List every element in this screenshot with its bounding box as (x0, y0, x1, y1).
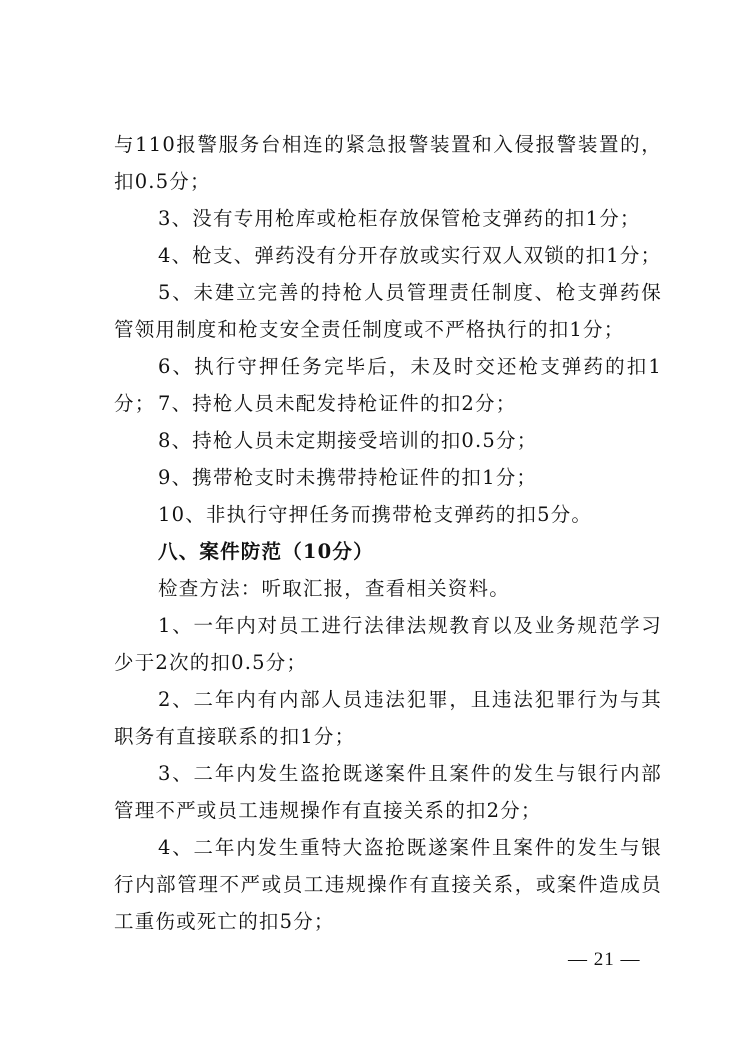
paragraph-alarm-continuation: 与110报警服务台相连的紧急报警装置和入侵报警装置的，扣0.5分； (114, 133, 662, 193)
paragraph-inspection-method: 检查方法：听取汇报，查看相关资料。 (158, 577, 510, 600)
paragraph-item-3-gun-storage: 3、没有专用枪库或枪柜存放保管枪支弹药的扣1分； (158, 207, 641, 230)
paragraph-case-item-3: 3、二年内发生盗抢既遂案件且案件的发生与银行内部管理不严或员工违规操作有直接关系的扣2分； (114, 762, 662, 822)
section-heading-case-prevention: 八、案件防范（10分） (158, 540, 374, 563)
paragraph-item-4-separate-storage: 4、枪支、弹药没有分开存放或实行双人双锁的扣1分； (158, 244, 662, 267)
paragraph-item-8-training: 8、持枪人员未定期接受培训的扣0.5分； (158, 429, 538, 452)
paragraph-item-7-gun-license: 7、持枪人员未配发持枪证件的扣2分； (158, 392, 517, 415)
page-number: — 21 — (568, 949, 641, 970)
paragraph-item-6-return-weapons: 6、执行守押任务完毕后，未及时交还枪支弹药的扣1分； (114, 355, 662, 415)
paragraph-case-item-4: 4、二年内发生重特大盗抢既遂案件且案件的发生与银行内部管理不严或员工违规操作有直接关系，或案件造成员工重伤或死亡的扣5分； (114, 836, 662, 933)
paragraph-item-10-unauthorized-carry: 10、非执行守押任务而携带枪支弹药的扣5分。 (158, 503, 593, 526)
paragraph-case-item-1: 1、一年内对员工进行法律法规教育以及业务规范学习少于2次的扣0.5分； (114, 614, 662, 674)
paragraph-item-5-management-system: 5、未建立完善的持枪人员管理责任制度、枪支弹药保管领用制度和枪支安全责任制度或不严格执行的扣1分； (114, 281, 662, 341)
paragraph-case-item-2: 2、二年内有内部人员违法犯罪，且违法犯罪行为与其职务有直接联系的扣1分； (114, 688, 662, 748)
paragraph-item-9-carry-license: 9、携带枪支时未携带持枪证件的扣1分； (158, 466, 538, 489)
